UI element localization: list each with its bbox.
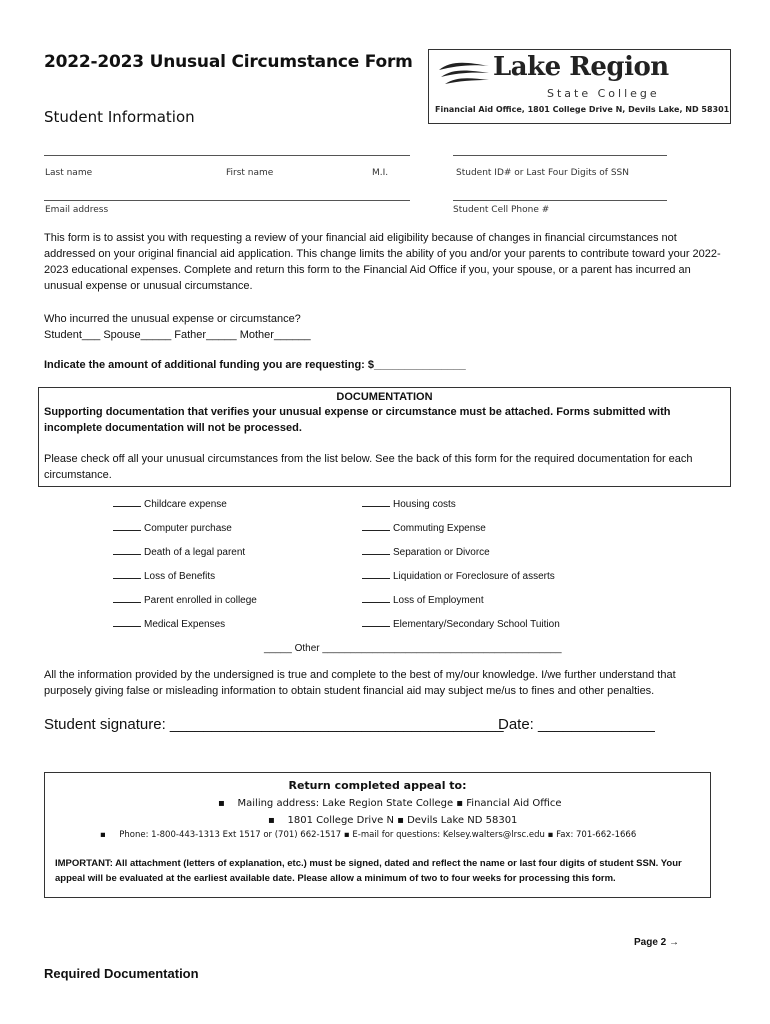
street-address: ▪ 1801 College Drive N ▪ Devils Lake ND 58301 <box>268 815 518 826</box>
checklist-item[interactable]: Computer purchase <box>113 523 232 534</box>
name-line[interactable] <box>44 155 410 156</box>
mailing-address: ▪ Mailing address: Lake Region State College ▪ Financial Aid Office <box>218 798 562 809</box>
checklist-item[interactable]: Loss of Employment <box>362 595 484 606</box>
student-id-line[interactable] <box>453 155 667 156</box>
required-documentation-heading: Required Documentation <box>44 966 199 981</box>
checklist-item[interactable]: Separation or Divorce <box>362 547 490 558</box>
checklist-item[interactable]: Death of a legal parent <box>113 547 245 558</box>
who-question: Who incurred the unusual expense or circumstance? <box>44 313 301 325</box>
office-address: Financial Aid Office, 1801 College Drive N, Devils Lake, ND 58301 <box>435 105 730 114</box>
section-heading-student-information: Student Information <box>44 108 195 126</box>
certification-statement: All the information provided by the undersigned is true and complete to the best of my/our knowledge. I/we further understand that purposely giving false or misleading information to obtain student financial aid may subject me/us to fines and other penalties. <box>44 669 676 697</box>
documentation-instruction: Please check off all your unusual circumstances from the list below. See the back of this form for the required documentation for each circumstance. <box>44 453 693 481</box>
checklist-item[interactable]: Medical Expenses <box>113 619 225 630</box>
documentation-heading: DOCUMENTATION <box>336 391 433 403</box>
cell-phone-line[interactable] <box>453 200 667 201</box>
logo-subtitle: State College <box>547 87 660 100</box>
contact-line: ▪ Phone: 1-800-443-1313 Ext 1517 or (701) 662-1517 ▪ E-mail for questions: Kelsey.walters@lrsc.edu ▪ Fax: 701-662-1666 <box>100 830 637 840</box>
checklist-item[interactable]: Parent enrolled in college <box>113 595 257 606</box>
return-heading: Return completed appeal to: <box>288 779 467 792</box>
last-name-label: Last name <box>45 168 93 178</box>
cell-phone-label: Student Cell Phone # <box>453 205 550 215</box>
page-indicator: Page 2 → <box>634 937 680 948</box>
email-label: Email address <box>45 205 109 215</box>
who-options[interactable]: Student___ Spouse_____ Father_____ Mother______ <box>44 329 311 341</box>
funding-request[interactable]: Indicate the amount of additional funding you are requesting: $_______________ <box>44 359 466 371</box>
checklist-item[interactable]: Childcare expense <box>113 499 227 510</box>
student-id-label: Student ID# or Last Four Digits of SSN <box>456 168 629 178</box>
other-circumstance[interactable]: _____ Other ___________________________________________ <box>264 643 562 654</box>
important-notice: IMPORTANT: All attachment (letters of explanation, etc.) must be signed, dated and reflect the name or last four digits of student SSN. Your appeal will be evaluated at the earliest available date. Please allow a minimum of two to four weeks for processing this form. <box>55 858 682 884</box>
logo-name: Lake Region <box>493 52 669 82</box>
mi-label: M.I. <box>372 168 389 178</box>
signature-date-field[interactable]: Date: ______________ <box>498 716 655 733</box>
checklist-item[interactable]: Loss of Benefits <box>113 571 215 582</box>
swoosh-icon <box>437 58 491 88</box>
checklist-item[interactable]: Housing costs <box>362 499 456 510</box>
intro-paragraph: This form is to assist you with requesting a review of your financial aid eligibility because of changes in financial circumstances not addressed on your original financial aid application. This change limits the ability of you and/or your parents to contribute toward your 2022-2023 educational expenses. Complete and return this form to the Financial Aid Office if you, your spouse, or a parent has incurred an unusual expense or unusual circumstance. <box>44 232 721 292</box>
student-signature-field[interactable]: Student signature: ________________________________________ <box>44 716 504 733</box>
email-line[interactable] <box>44 200 410 201</box>
college-logo <box>428 49 731 124</box>
checklist-item[interactable]: Elementary/Secondary School Tuition <box>362 619 560 630</box>
checklist-item[interactable]: Liquidation or Foreclosure of asserts <box>362 571 555 582</box>
checklist-item[interactable]: Commuting Expense <box>362 523 486 534</box>
documentation-warning: Supporting documentation that verifies your unusual expense or circumstance must be attached. Forms submitted with incomplete documentation will not be processed. <box>44 406 671 434</box>
first-name-label: First name <box>226 168 274 178</box>
form-title: 2022-2023 Unusual Circumstance Form <box>44 52 413 72</box>
